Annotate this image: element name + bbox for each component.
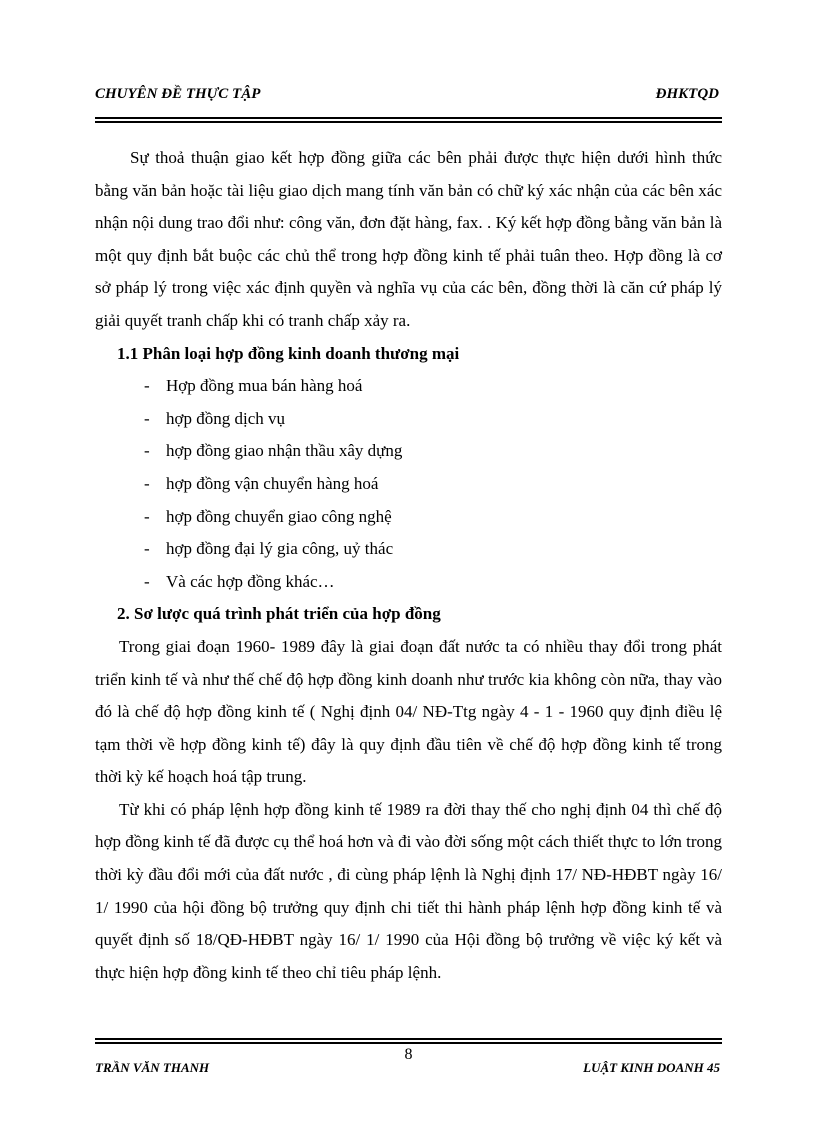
footer-divider	[95, 1038, 722, 1044]
list-item	[95, 533, 722, 566]
paragraph-contract-form: Sự thoả thuận giao kết hợp đồng giữa các bên phải được thực hiện dưới hình thức bằng văn bản hoặc tài liệu giao dịch mang tính văn bản có chữ ký xác nhận của các bên xác nhận nội dung trao đổi như: công văn, đơn đặt hàng, fax. . Ký kết hợp đồng bằng văn bản là một quy định bắt buộc các chủ thể trong hợp đồng kinh tế phải tuân theo. Hợp đồng là cơ sở pháp lý trong việc xác định quyền và nghĩa vụ của các bên, đồng thời là căn cứ pháp lý giải quyết tranh chấp khi có tranh chấp xảy ra.	[95, 148, 722, 330]
page-body	[95, 142, 722, 989]
list-item	[95, 370, 722, 403]
list-item	[95, 566, 722, 599]
bullet-dash: -	[144, 408, 150, 428]
list-item-text: hợp đồng dịch vụ	[166, 408, 286, 428]
list-item-text: Hợp đồng mua bán hàng hoá	[166, 376, 363, 396]
bullet-dash: -	[144, 376, 150, 396]
list-item-text: hợp đồng giao nhận thầu xây dựng	[166, 441, 403, 461]
header-university: ĐHKTQD	[655, 86, 719, 102]
header-title: CHUYÊN ĐỀ THỰC TẬP	[95, 86, 261, 102]
page-footer	[95, 1046, 722, 1080]
list-item	[95, 468, 722, 501]
header-divider	[95, 117, 722, 123]
page-header	[95, 86, 721, 106]
contract-types-list	[95, 370, 722, 598]
bullet-dash: -	[144, 539, 150, 559]
footer-class: LUẬT KINH DOANH 45	[583, 1060, 720, 1075]
section-heading-history: 2. Sơ lược quá trình phát triển của hợp đồng	[117, 604, 441, 624]
paragraph-history-1989: Từ khi có pháp lệnh hợp đồng kinh tế 1989 ra đời thay thế cho nghị định 04 thì chế độ hợp đồng kinh tế đã được cụ thể hoá hơn và đi vào đời sống một cách thiết thực to lớn trong thời kỳ đầu đổi mới của đất nước , đi cùng pháp lệnh là Nghị định 17/ NĐ-HĐBT ngày 16/ 1/ 1990 của hội đồng bộ trưởng quy định chi tiết thi hành pháp lệnh hợp đồng kinh tế và quyết định số 18/QĐ-HĐBT ngày 16/ 1/ 1990 của Hội đồng bộ trưởng về việc ký kết và thực hiện hợp đồng kinh tế theo chỉ tiêu pháp lệnh.	[95, 799, 722, 982]
bullet-dash: -	[144, 506, 150, 526]
bullet-dash: -	[144, 571, 150, 591]
list-item	[95, 403, 722, 436]
page-number: 8	[404, 1046, 413, 1063]
list-item	[95, 501, 722, 534]
footer-author: TRẦN VĂN THANH	[95, 1060, 210, 1075]
bullet-dash: -	[144, 441, 150, 461]
list-item-text: hợp đồng vận chuyển hàng hoá	[166, 473, 379, 493]
list-item-text: hợp đồng chuyển giao công nghệ	[166, 506, 392, 526]
list-item-text: hợp đồng đại lý gia công, uỷ thác	[166, 539, 394, 559]
bullet-dash: -	[144, 473, 150, 493]
list-item-text: Và các hợp đồng khác…	[166, 571, 335, 591]
list-item	[95, 435, 722, 468]
paragraph-history-1960: Trong giai đoạn 1960- 1989 đây là giai đoạn đất nước ta có nhiều thay đổi trong phát triển kinh tế và như thế chế độ hợp đồng kinh doanh như trước kia không còn nữa, thay vào đó là chế độ hợp đồng kinh tế ( Nghị định 04/ NĐ-Ttg ngày 4 - 1 - 1960 quy định điều lệ tạm thời về hợp đồng kinh tế) đây là quy định đầu tiên về chế độ hợp đồng kinh tế trong thời kỳ kế hoạch hoá tập trung.	[95, 636, 722, 787]
section-heading-classification: 1.1 Phân loại hợp đồng kinh doanh thương mại	[117, 343, 460, 363]
